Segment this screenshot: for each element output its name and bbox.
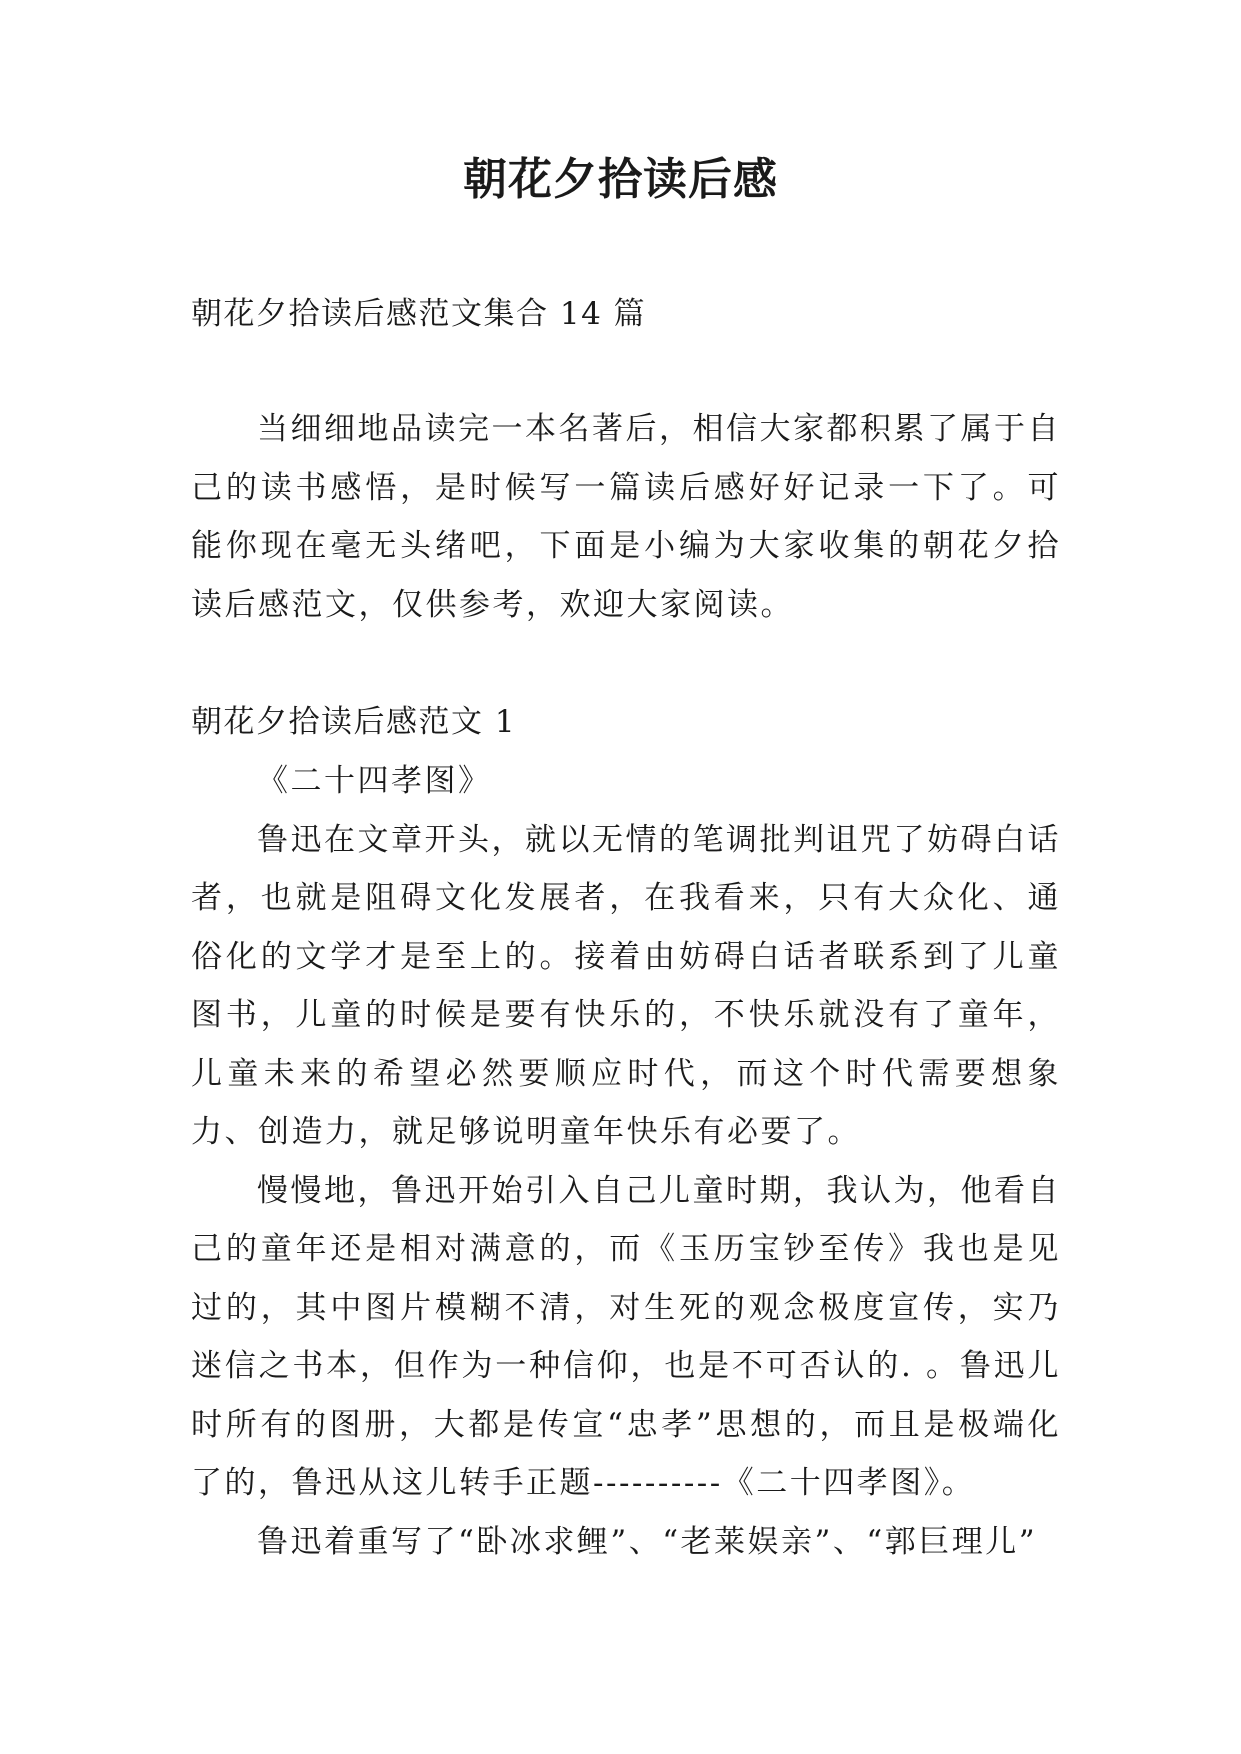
- essay-body: [191, 752, 1061, 1571]
- essay-paragraph-2: 鲁迅在文章开头，就以无情的笔调批判诅咒了妨碍白话者，也就是阻碍文化发展者，在我看来，只有大众化、通俗化的文学才是至上的。接着由妨碍白话者联系到了儿童图书，儿童的时候是要有快乐的，不快乐就没有了童年，儿童未来的希望必然要顺应时代，而这个时代需要想象力、创造力，就足够说明童年快乐有必要了。: [191, 821, 1061, 1150]
- document-title: 朝花夕拾读后感: [463, 154, 778, 205]
- intro-paragraph: 当细细地品读完一本名著后，相信大家都积累了属于自己的读书感悟，是时候写一篇读后感好好记录一下了。可能你现在毫无头绪吧，下面是小编为大家收集的朝花夕拾读后感范文，仅供参考，欢迎大家阅读。: [191, 411, 1061, 623]
- section-heading: 朝花夕拾读后感范文 1: [191, 704, 517, 740]
- document-subtitle: 朝花夕拾读后感范文集合 14 篇: [191, 296, 647, 332]
- essay-paragraph-1: 《二十四孝图》: [257, 763, 492, 799]
- essay-paragraph-4: 鲁迅着重写了“卧冰求鲤”、“老莱娱亲”、“郭巨理儿”: [257, 1523, 1038, 1560]
- essay-paragraph-3: 慢慢地，鲁迅开始引入自己儿童时期，我认为，他看自己的童年还是相对满意的，而《玉历宝钞至传》我也是见过的，其中图片模糊不清，对生死的观念极度宣传，实乃迷信之书本，但作为一种信仰，也是不可否认的. 。鲁迅儿时所有的图册，大都是传宣“忠孝”思想的，而且是极端化了的，鲁迅从这儿转手正题----------《二十四孝图》。: [191, 1172, 1061, 1501]
